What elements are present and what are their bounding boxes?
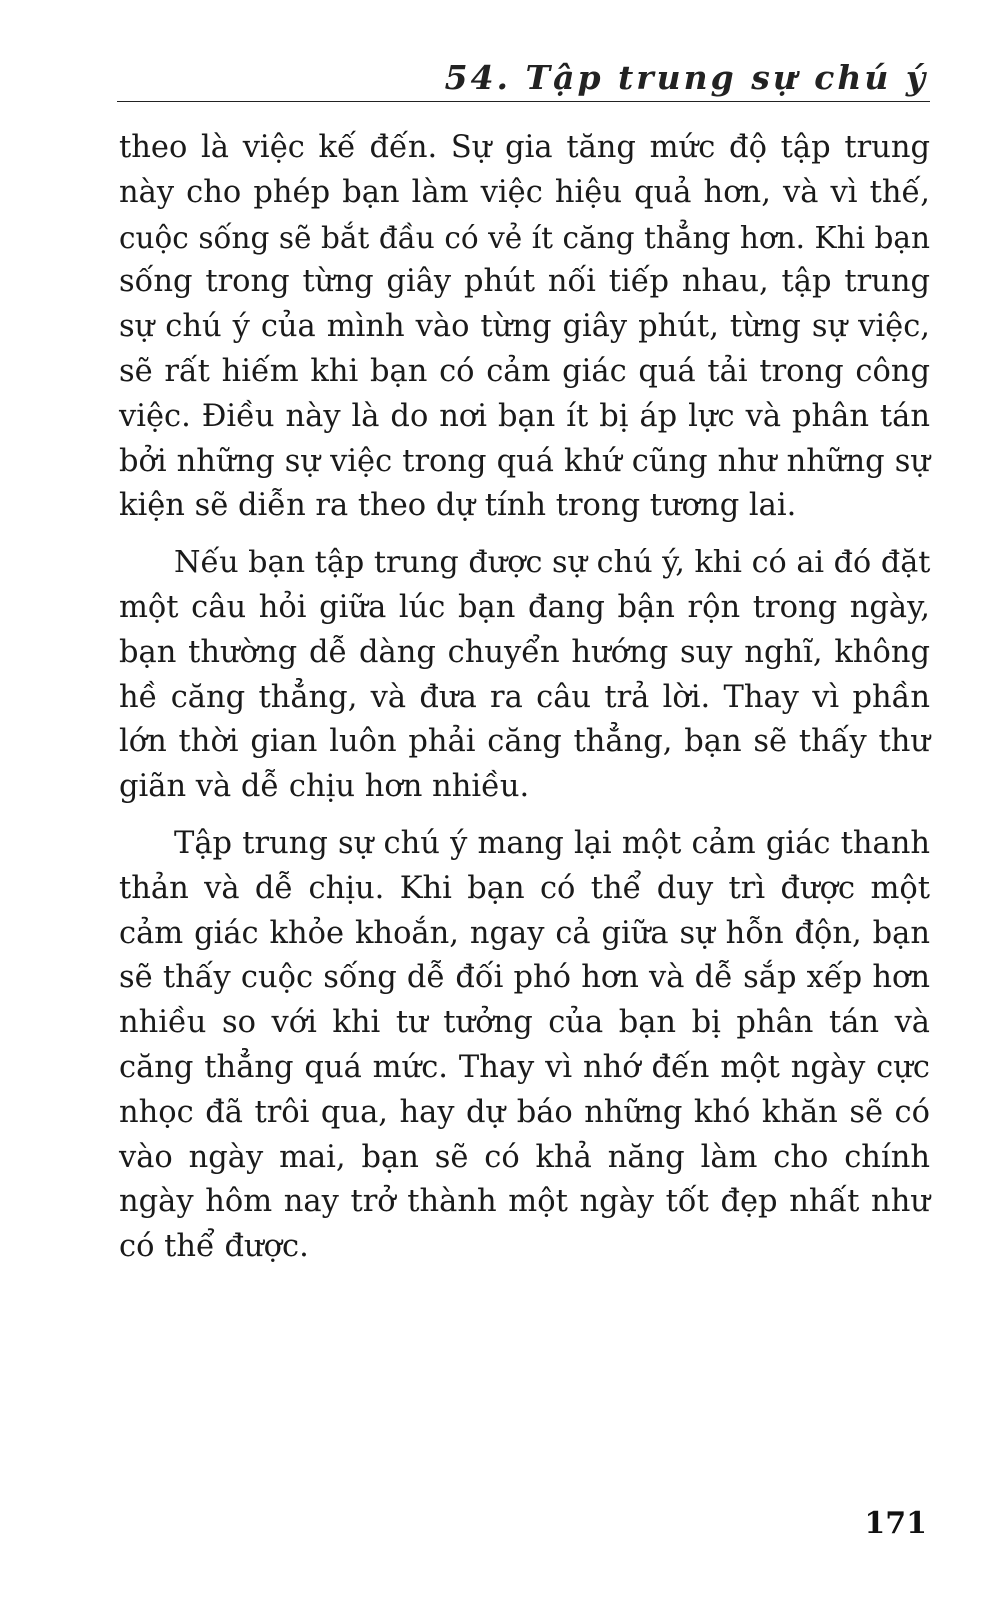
text-line: sống trong từng giây phút nối tiếp nhau, tập trung — [119, 264, 930, 300]
text-line: hề căng thẳng, và đưa ra câu trả lời. Thay vì phần — [119, 679, 930, 715]
text-line: vào ngày mai, bạn sẽ có khả năng làm cho chính — [119, 1139, 930, 1175]
text-line: Tập trung sự chú ý mang lại một cảm giác thanh — [174, 825, 930, 861]
text-line: một câu hỏi giữa lúc bạn đang bận rộn trong ngày, — [119, 589, 930, 625]
text-line: sẽ rất hiếm khi bạn có cảm giác quá tải trong công — [119, 353, 930, 389]
text-line: căng thẳng quá mức. Thay vì nhớ đến một ngày cực — [119, 1049, 930, 1085]
running-header-title: 54. Tập trung sự chú ý — [444, 58, 928, 97]
text-line: nhọc đã trôi qua, hay dự báo những khó khăn sẽ có — [119, 1094, 930, 1130]
text-line: bạn thường dễ dàng chuyển hướng suy nghĩ, không — [119, 634, 930, 670]
text-line: việc. Điều này là do nơi bạn ít bị áp lực và phân tán — [119, 398, 930, 434]
text-line: theo là việc kế đến. Sự gia tăng mức độ tập trung — [119, 130, 930, 165]
page-number: 171 — [864, 1506, 927, 1541]
text-line: cuộc sống sẽ bắt đầu có vẻ ít căng thẳng hơn. Khi bạn — [119, 220, 930, 255]
paragraph-2 — [119, 541, 930, 810]
text-line: ngày hôm nay trở thành một ngày tốt đẹp nhất như — [119, 1184, 930, 1220]
text-line: này cho phép bạn làm việc hiệu quả hơn, và vì thế, — [119, 174, 930, 210]
text-line: thản và dễ chịu. Khi bạn có thể duy trì được một — [119, 870, 930, 906]
text-line: bởi những sự việc trong quá khứ cũng như những sự — [119, 443, 930, 479]
running-header — [117, 54, 930, 102]
text-line: có thể được. — [119, 1229, 309, 1265]
text-line: lớn thời gian luôn phải căng thẳng, bạn sẽ thấy thư — [119, 724, 930, 760]
text-line: Nếu bạn tập trung được sự chú ý, khi có ai đó đặt — [174, 545, 931, 581]
text-line: giãn và dễ chịu hơn nhiều. — [119, 769, 530, 805]
text-line: sự chú ý của mình vào từng giây phút, từng sự việc, — [119, 309, 930, 345]
text-line: sẽ thấy cuộc sống dễ đối phó hơn và dễ sắp xếp hơn — [119, 960, 930, 996]
text-line: nhiều so với khi tư tưởng của bạn bị phân tán và — [119, 1005, 930, 1041]
body-text — [119, 126, 930, 1270]
paragraph-3 — [119, 822, 930, 1270]
text-line: kiện sẽ diễn ra theo dự tính trong tương lai. — [119, 488, 797, 524]
paragraph-1 — [119, 126, 930, 529]
text-line: cảm giác khỏe khoắn, ngay cả giữa sự hỗn độn, bạn — [119, 915, 930, 951]
